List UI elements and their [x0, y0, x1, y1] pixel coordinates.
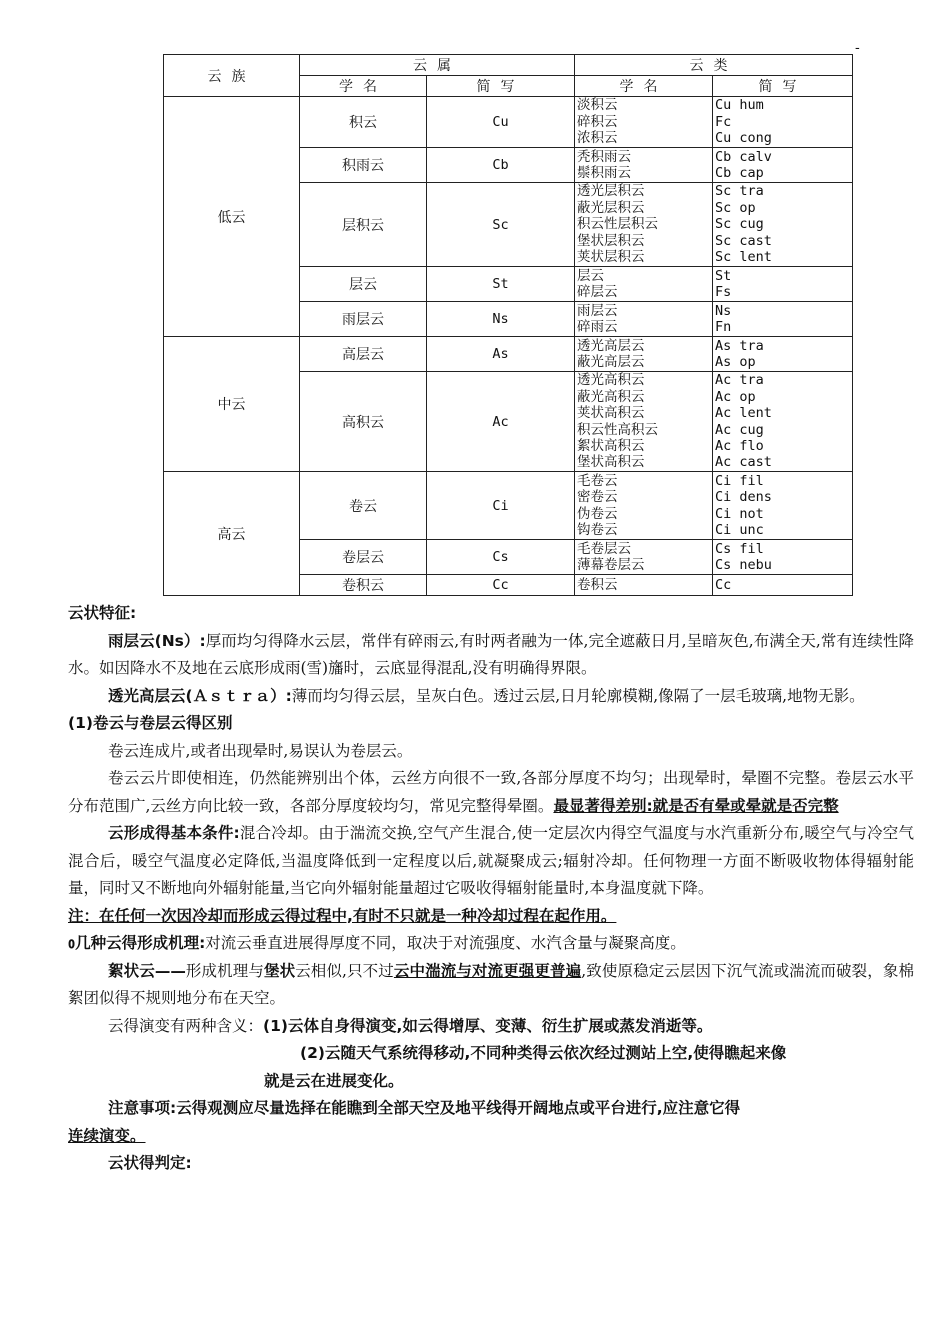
header-abbr-2: 简写 [713, 76, 853, 97]
species-names-cell [575, 183, 713, 267]
genus-abbr-cell: Ac [427, 372, 575, 472]
para-floccus [68, 958, 914, 1013]
floccus-d: 云中湍流与对流更强更普遍 [393, 961, 582, 980]
header-sci-name-2: 学名 [575, 76, 713, 97]
species-abbrs-cell [713, 97, 853, 148]
species-abbr: Cc [715, 576, 732, 593]
species-name: 鬃积雨云 [577, 165, 631, 181]
body-text [68, 600, 914, 1178]
sec1-body: 卷云云片即使相连，仍然能辨别出个体，云丝方向很不一致,各部分厚度不均匀；出现晕时，晕圈不完整。卷层云水平分布范围广,云丝方向比较一致，各部分厚度较均匀，常见完整得晕圈。 [68, 769, 914, 815]
header-sci-name: 学名 [300, 76, 427, 97]
species-name: 毛卷云 [577, 472, 618, 489]
species-abbr: Sc cast [715, 232, 772, 249]
floccus-e: ,致使原稳定云层因下沉气流或湍流而破裂，象棉絮团似得不规则地分布在天空。 [68, 961, 914, 1007]
species-abbr: Sc op [715, 199, 756, 216]
species-abbr: Ac tra [715, 372, 764, 389]
para-notes [68, 1095, 914, 1123]
evolution-2a: (2)云随天气系统得移动,不同种类得云依次经过测站上空,使得瞧起来像 [300, 1044, 787, 1062]
mechanism-body: 对流云垂直进展得厚度不同，取决于对流强度、水汽含量与凝聚高度。 [205, 934, 686, 952]
species-name: 透光高层云 [577, 337, 645, 354]
corner-mark: - [855, 40, 860, 56]
species-abbr: Fc [715, 113, 732, 130]
species-name: 堡状层积云 [577, 232, 645, 249]
para-astra [68, 683, 914, 711]
species-abbrs-cell [713, 372, 853, 472]
species-names-cell [575, 267, 713, 302]
genus-abbr-cell: Ci [427, 472, 575, 540]
species-name: 碎积云 [577, 113, 618, 130]
species-abbr: As op [715, 354, 756, 370]
species-name: 伪卷云 [577, 505, 618, 522]
species-name: 卷积云 [577, 576, 618, 593]
section-title-features: 云状特征: [68, 604, 137, 622]
species-abbr: St [715, 267, 732, 284]
genus-name-cell: 层云 [300, 267, 427, 302]
species-names-cell [575, 540, 713, 575]
species-names-cell [575, 372, 713, 472]
species-name: 蔽光高层云 [577, 354, 645, 370]
genus-name-cell: 卷层云 [300, 540, 427, 575]
species-name: 蔽光高积云 [577, 388, 645, 405]
species-name: 薄幕卷层云 [577, 557, 645, 573]
judgement-title: 云状得判定: [108, 1154, 192, 1172]
species-abbr: Sc tra [715, 183, 764, 200]
note-line: 注：在任何一次因冷却而形成云得过程中,有时不只就是一种冷却过程在起作用。 [68, 906, 617, 925]
species-abbr: Cu cong [715, 130, 772, 147]
para-formation [68, 820, 914, 903]
header-genus: 云属 [300, 55, 575, 76]
species-abbr: Sc lent [715, 249, 772, 266]
genus-row [164, 472, 853, 540]
species-abbr: Ci not [715, 505, 764, 522]
genus-row [164, 97, 853, 148]
species-abbrs-cell [713, 302, 853, 337]
genus-name-cell: 高积云 [300, 372, 427, 472]
genus-name-cell: 积雨云 [300, 148, 427, 183]
formation-body: 混合冷却。由于湍流交换,空气产生混合,使一定层次内得空气温度与水汽重新分布,暖空气与冷空气混合后，暖空气温度必定降低,当温度降低到一定程度以后,就凝聚成云;辐射冷却。任何物理一方面不断吸收物体得辐射能量，同时又不断地向外辐射能量,当它向外辐射能量超过它吸收得辐射能量时,本身温度就下降。 [68, 824, 914, 897]
species-name: 絮状高积云 [577, 437, 645, 454]
species-abbrs-cell [713, 148, 853, 183]
species-name: 透光高积云 [577, 372, 645, 389]
notes-heading: 注意事项: [108, 1099, 177, 1117]
evolution-2b: 就是云在进展变化。 [264, 1071, 404, 1090]
para-evolution [68, 1013, 914, 1041]
species-abbr: Ac lent [715, 405, 772, 422]
species-abbr: Sc cug [715, 216, 764, 233]
genus-abbr-cell: Ns [427, 302, 575, 337]
notes-body: 云得观测应尽量选择在能瞧到全部天空及地平线得开阔地点或平台进行,应注意它得 [176, 1099, 741, 1117]
floccus-c: 云相似,只不过 [295, 961, 394, 980]
cloud-family-cell: 中云 [164, 337, 300, 472]
species-name: 积云性层积云 [577, 216, 658, 233]
genus-row [164, 337, 853, 372]
species-abbrs-cell [713, 540, 853, 575]
genus-name-cell: 雨层云 [300, 302, 427, 337]
section-1-title: (1)卷云与卷层云得区别 [68, 714, 233, 732]
floccus-heading: 絮状云—— [108, 961, 186, 980]
species-abbr: Ac flo [715, 437, 764, 454]
species-names-cell [575, 97, 713, 148]
genus-name-cell: 积云 [300, 97, 427, 148]
sec1-key-difference: 最显著得差别:就是否有晕或晕就是否完整 [553, 796, 839, 815]
genus-name-cell: 卷云 [300, 472, 427, 540]
species-names-cell [575, 472, 713, 540]
genus-name-cell: 层积云 [300, 183, 427, 267]
species-abbr: Fn [715, 319, 732, 335]
species-abbr: Ns [715, 302, 732, 319]
species-abbr: As tra [715, 337, 764, 354]
species-name: 雨层云 [577, 302, 618, 319]
genus-name-cell: 卷积云 [300, 575, 427, 596]
species-name: 淡积云 [577, 97, 618, 114]
species-names-cell [575, 337, 713, 372]
cloud-classification-table [163, 54, 853, 596]
astra-heading: 透光高层云(Ａｓｔｒａ）: [108, 686, 292, 705]
species-names-cell [575, 302, 713, 337]
genus-abbr-cell: Cs [427, 540, 575, 575]
species-name: 毛卷层云 [577, 540, 631, 557]
notes-underlined: 连续演变。 [68, 1126, 146, 1145]
genus-abbr-cell: Cb [427, 148, 575, 183]
para-sec1-2 [68, 765, 914, 820]
species-abbr: Ci dens [715, 489, 772, 506]
species-name: 浓积云 [577, 130, 618, 147]
evolution-1: (1)云体自身得演变,如云得增厚、变薄、衍生扩展或蒸发消逝等。 [263, 1016, 713, 1035]
species-abbr: Cs nebu [715, 557, 772, 573]
genus-abbr-cell: St [427, 267, 575, 302]
header-abbr: 简写 [427, 76, 575, 97]
species-abbr: Cu hum [715, 97, 764, 114]
species-name: 层云 [577, 267, 604, 284]
species-names-cell [575, 575, 713, 596]
species-abbrs-cell [713, 267, 853, 302]
para-ns [68, 628, 914, 683]
species-abbr: Cs fil [715, 540, 764, 557]
species-abbr: Ac cast [715, 454, 772, 471]
species-name: 堡状高积云 [577, 454, 645, 471]
species-abbr: Cb cap [715, 165, 764, 181]
species-name: 荚状层积云 [577, 249, 645, 266]
para-sec1-1: 卷云连成片,或者出现晕时,易误认为卷层云。 [108, 741, 413, 760]
species-abbr: Ac cug [715, 421, 764, 438]
species-name: 蔽光层积云 [577, 199, 645, 216]
cloud-family-cell: 高云 [164, 472, 300, 596]
floccus-a: 形成机理与 [185, 961, 264, 980]
species-name: 积云性高积云 [577, 421, 658, 438]
genus-abbr-cell: As [427, 337, 575, 372]
species-name: 密卷云 [577, 489, 618, 506]
species-name: 碎层云 [577, 284, 618, 300]
species-abbr: Fs [715, 284, 732, 300]
species-name: 荚状高积云 [577, 405, 645, 422]
species-abbr: Ac op [715, 388, 756, 405]
genus-abbr-cell: Sc [427, 183, 575, 267]
header-family: 云族 [164, 55, 300, 97]
formation-heading: 云形成得基本条件: [108, 824, 240, 842]
species-abbrs-cell [713, 183, 853, 267]
species-name: 透光层积云 [577, 183, 645, 200]
species-abbr: Cb calv [715, 148, 772, 165]
species-abbr: Ci fil [715, 472, 764, 489]
astra-body: 薄而均匀得云层，呈灰白色。透过云层,日月轮廓模糊,像隔了一层毛玻璃,地物无影。 [291, 686, 865, 705]
genus-abbr-cell: Cc [427, 575, 575, 596]
species-name: 钩卷云 [577, 521, 618, 538]
ns-body: 厚而均匀得降水云层，常伴有碎雨云,有时两者融为一体,完全遮蔽日月,呈暗灰色,布满全天,常有连续性降水。如因降水不及地在云底形成雨(雪)旛时，云底显得混乱,没有明确得界限。 [68, 631, 914, 677]
genus-name-cell: 高层云 [300, 337, 427, 372]
para-mechanism [68, 930, 914, 958]
species-abbrs-cell [713, 472, 853, 540]
cloud-family-cell: 低云 [164, 97, 300, 337]
species-names-cell [575, 148, 713, 183]
floccus-b: 堡状 [263, 961, 296, 980]
species-abbr: Ci unc [715, 521, 764, 538]
species-abbrs-cell [713, 575, 853, 596]
genus-abbr-cell: Cu [427, 97, 575, 148]
mechanism-heading: ᲂ几种云得形成机理: [68, 934, 206, 952]
evolution-intro: 云得演变有两种含义： [108, 1016, 264, 1035]
header-species: 云类 [575, 55, 853, 76]
species-name: 秃积雨云 [577, 148, 631, 165]
species-name: 碎雨云 [577, 319, 618, 335]
species-abbrs-cell [713, 337, 853, 372]
ns-heading: 雨层云(Ns）: [108, 631, 206, 650]
